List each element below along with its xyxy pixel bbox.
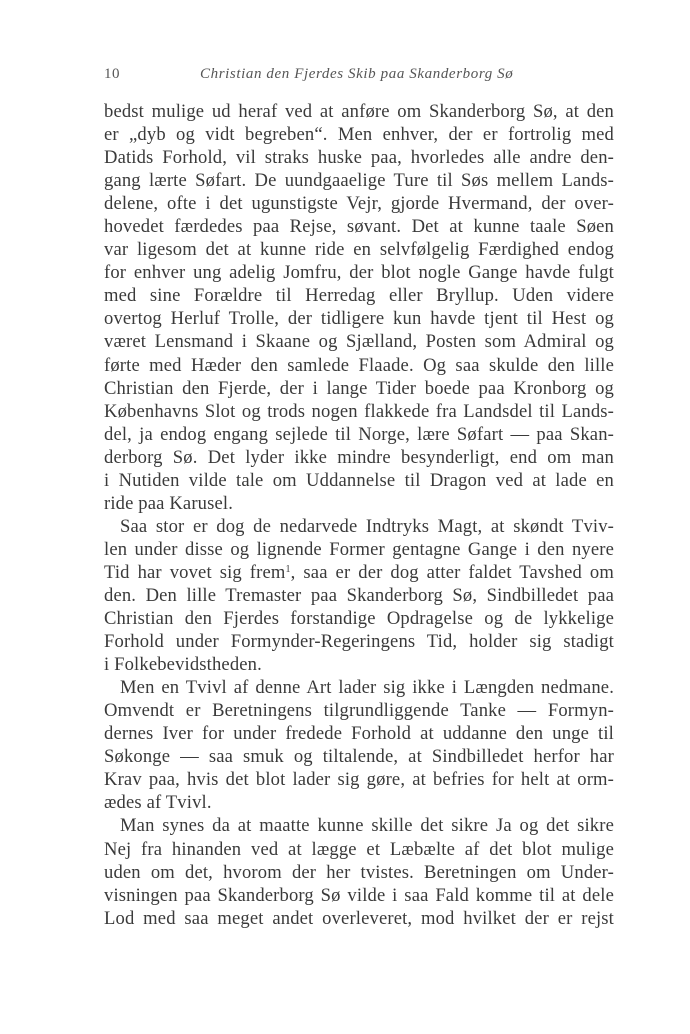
text-line: overtog Herluf Trolle, der tidligere kun havde tjent til Hest og xyxy=(104,308,614,330)
running-head xyxy=(104,62,614,86)
text-line: Nej fra hinanden ved at lægge et Læbælte af det blot mulige xyxy=(104,838,614,860)
text-line: førte med Hæder den samlede Flaade. Og saa skulde den lille xyxy=(104,354,614,376)
text-line: ride paa Karusel. xyxy=(104,492,234,514)
text-line: ædes af Tvivl. xyxy=(104,792,212,814)
text-line: Lod med saa meget andet overleveret, mod hvilket der er rejst xyxy=(104,907,614,929)
text-line: uden om det, hvorom der her tvistes. Beretningen om Under- xyxy=(104,861,614,883)
text-line: len under disse og lignende Former gentagne Gange i den nyere xyxy=(104,538,614,560)
body-text xyxy=(104,100,614,930)
paragraph-3 xyxy=(104,676,614,814)
text-line: bedst mulige ud heraf ved at anføre om Skanderborg Sø, at den xyxy=(104,101,614,122)
text-line: gang lærte Søfart. De uundgaaelige Ture til Søs mellem Lands- xyxy=(104,170,614,192)
text-line: i Folkebevidstheden. xyxy=(104,654,262,676)
text-line: Christian den Fjerde, der i lange Tider boede paa Kronborg og xyxy=(104,377,614,399)
page-number: 10 xyxy=(104,66,120,82)
text-line: for enhver ung adelig Jomfru, der blot nogle Gange havde fulgt xyxy=(104,262,614,284)
text-line: Christian den Fjerdes forstandige Opdragelse og de lykkelige xyxy=(104,608,614,630)
text-line: del, ja endog engang sejlede til Norge, lære Søfart — paa Skan- xyxy=(104,423,614,445)
paragraph-4 xyxy=(104,814,614,929)
footnote-marker[interactable]: 1 xyxy=(285,563,291,575)
text-line-with-footnote xyxy=(104,561,614,584)
text-line: visningen paa Skanderborg Sø vilde i saa Fald komme til at dele xyxy=(104,884,614,906)
text-line: været Lensmand i Skaane og Sjælland, Posten som Admiral og xyxy=(104,331,614,353)
text-line: var ligesom det at kunne ride en selvfølgelig Færdighed endog xyxy=(104,239,614,261)
text-line: delene, ofte i det ugunstigste Vejr, gjorde Hvermand, der over- xyxy=(104,193,614,215)
text-line: den. Den lille Tremaster paa Skanderborg Sø, Sindbilledet paa xyxy=(104,584,614,606)
text-line: Søkonge — saa smuk og tiltalende, at Sindbilledet herfor har xyxy=(104,746,614,768)
text-line: med sine Forældre til Herredag eller Bryllup. Uden videre xyxy=(104,285,614,307)
paragraph-1 xyxy=(104,100,614,515)
text-line: Man synes da at maatte kunne skille det sikre Ja og det sikre xyxy=(120,815,614,837)
text-line: er „dyb og vidt begreben“. Men enhver, der er fortrolig med xyxy=(104,124,614,146)
text-line: Omvendt er Beretningens tilgrundliggende Tanke — Formyn- xyxy=(104,700,614,722)
running-title: Christian den Fjerdes Skib paa Skanderborg Sø xyxy=(200,66,514,82)
text-line: Krav paa, hvis det blot lader sig gøre, at befries for helt at orm- xyxy=(104,769,614,791)
text-line: Københavns Slot og trods nogen flakkede fra Landsdel til Lands- xyxy=(104,400,614,422)
text-line: derborg Sø. Det lyder ikke mindre besynderligt, end om man xyxy=(104,446,614,468)
text-fragment: Tid har vovet sig frem xyxy=(104,561,286,583)
text-line: Men en Tvivl af denne Art lader sig ikke i Længden nedmane. xyxy=(120,677,614,699)
text-line: hovedet færdedes paa Rejse, søvant. Det at kunne taale Søen xyxy=(104,216,614,238)
paragraph-2 xyxy=(104,515,614,676)
text-line: Saa stor er dog de nedarvede Indtryks Magt, at skøndt Tviv- xyxy=(120,515,614,537)
text-line: i Nutiden vilde tale om Uddannelse til Dragon ved at lade en xyxy=(104,469,614,491)
text-fragment: , saa er der dog atter faldet Tavshed om xyxy=(290,561,614,583)
text-line: dernes Iver for under fredede Forhold at uddanne den unge til xyxy=(104,723,614,745)
text-line: Forhold under Formynder-Regeringens Tid, holder sig stadigt xyxy=(104,631,614,653)
text-line: Datids Forhold, vil straks huske paa, hvorledes alle andre den- xyxy=(104,147,614,169)
